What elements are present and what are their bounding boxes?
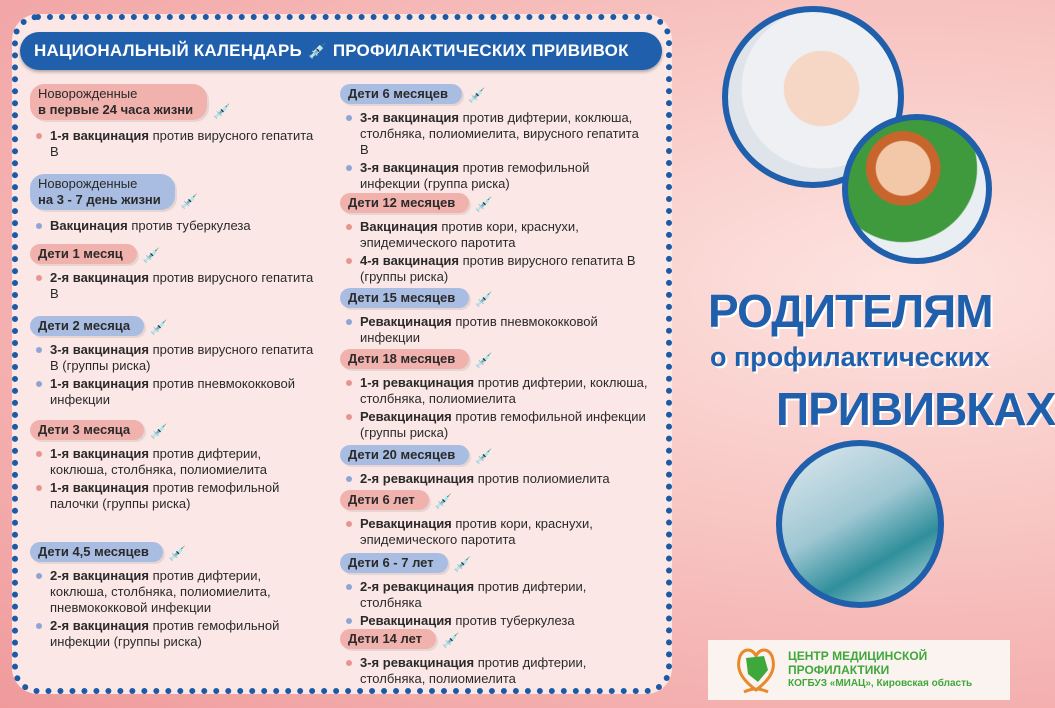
vaccination-type: 2-я вакцинация [50,618,149,633]
age-label-pill [30,420,144,440]
syringe-icon: 💉 [168,544,187,561]
syringe-icon: 💉 [442,631,460,648]
vaccination-type: 2-я вакцинация [50,270,149,285]
organization-logo [708,640,1010,700]
vaccination-desc: против дифтерии, коклюша, столбняка, полиомиелита [50,446,267,477]
vaccination-desc: против гемофильной инфекции (группы риска) [360,409,646,440]
vaccination-desc: против полиомиелита [474,471,610,486]
vaccination-desc: против вирусного гепатита В [50,270,314,301]
vaccination-desc: против дифтерии, столбняка [360,579,587,610]
age-group [340,193,650,287]
age-label: Дети 1 месяц [38,246,123,261]
age-label-line1: Новорожденные [38,176,138,191]
vaccination-list [30,128,320,160]
vaccination-desc: против вирусного гепатита В [50,128,314,159]
age-label-pill [340,288,469,308]
age-group [340,445,650,489]
vaccination-type: Вакцинация [50,218,128,233]
age-label-pill [340,553,448,573]
vaccination-type: 1-я вакцинация [50,480,149,495]
age-label: Дети 15 месяцев [348,290,456,305]
syringe-icon: 💉 [475,351,493,368]
logo-line3: КОГБУЗ «МИАЦ», Кировская область [788,678,973,689]
syringe-icon: 💉 [475,447,493,464]
vaccination-list [340,579,650,629]
vaccination-list [30,568,320,650]
vaccination-desc: против дифтерии, коклюша, столбняка, полиомиелита, пневмококковой инфекции [50,568,271,615]
title-line1: РОДИТЕЛЯМ [708,285,993,337]
vaccination-desc: против пневмококковой инфекции [50,376,295,407]
vaccination-desc: против кори, краснухи, эпидемического паротита [360,516,593,547]
vaccination-item [30,270,320,302]
vaccination-list [340,471,650,487]
vaccination-desc: против пневмококковой инфекции [360,314,598,345]
syringe-icon: 💉 [213,102,231,119]
vaccination-item [30,342,320,374]
title-line2: о профилактических [710,342,990,372]
syringe-icon: 💉 [307,43,327,60]
age-group [340,490,650,550]
age-label-pill [30,244,137,264]
vaccination-list [340,110,650,192]
vaccination-desc: против гемофильной палочки (группы риска) [50,480,280,511]
header-title-right: ПРОФИЛАКТИЧЕСКИХ ПРИВИВОК [332,41,629,60]
vaccination-list [340,375,650,441]
age-group [340,553,650,631]
vaccination-type: Вакцинация [360,219,438,234]
vaccination-list [30,270,320,302]
title-line3: ПРИВИВКАХ [776,383,1055,435]
age-label-pill [340,629,436,649]
vaccination-type: Ревакцинация [360,516,452,531]
age-label: Дети 2 месяца [38,318,131,333]
age-label: Дети 14 лет [348,631,423,646]
vaccination-list [30,446,320,512]
age-label-pill [30,84,207,120]
age-label: Дети 6 - 7 лет [348,555,434,570]
vaccination-list [30,218,320,234]
vaccination-type: Ревакцинация [360,409,452,424]
vaccination-item [340,110,650,158]
vaccination-type: 1-я вакцинация [50,128,149,143]
vaccination-item [340,579,650,611]
age-label-pill [340,349,469,369]
logo-line2: ПРОФИЛАКТИКИ [788,663,890,677]
vaccination-item [340,655,650,687]
vaccination-type: 1-я вакцинация [50,376,149,391]
vaccination-item [340,253,650,285]
syringe-photo [776,440,944,608]
age-label: Дети 12 месяцев [348,195,456,210]
age-group [340,288,650,348]
vaccination-desc: против кори, краснухи, эпидемического паротита [360,219,579,250]
age-label-pill [340,445,469,465]
age-group [340,84,650,194]
vaccination-item [340,314,650,346]
vaccination-item [340,219,650,251]
vaccination-type: 2-я ревакцинация [360,471,475,486]
vaccination-item [340,160,650,192]
age-group [30,542,320,652]
vaccination-desc: против туберкулеза [451,613,575,628]
age-group [30,244,320,304]
age-label: в первые 24 часа жизни [38,102,194,117]
age-group [30,420,320,514]
vaccination-type: 1-я вакцинация [50,446,149,461]
age-label: Дети 20 месяцев [348,447,456,462]
vaccination-list [340,314,650,346]
age-group [30,84,320,162]
vaccination-type: Ревакцинация [360,613,452,628]
vaccination-item [30,568,320,616]
age-label: Дети 6 лет [348,492,415,507]
vaccination-type: 3-я вакцинация [360,160,459,175]
vaccination-desc: против вирусного гепатита В (группы риска) [50,342,314,373]
vaccination-item [30,218,320,234]
syringe-icon: 💉 [475,290,493,307]
vaccination-desc: против дифтерии, столбняка, полиомиелита [360,655,587,686]
vaccination-item [30,446,320,478]
age-label: Дети 18 месяцев [348,351,456,366]
logo-line1: ЦЕНТР МЕДИЦИНСКОЙ [788,649,928,663]
vaccination-item [340,471,650,487]
syringe-icon: 💉 [150,422,168,439]
vaccination-desc: против вирусного гепатита В (группы риска) [360,253,636,284]
vaccination-list [340,516,650,548]
age-label: на 3 - 7 день жизни [38,192,161,207]
vaccination-type: 3-я вакцинация [360,110,459,125]
boy-photo [842,114,992,264]
calendar-header [20,32,662,70]
vaccination-item [340,375,650,407]
vaccination-type: 3-я ревакцинация [360,655,475,670]
syringe-icon: 💉 [180,192,199,209]
vaccination-type: Ревакцинация [360,314,452,329]
age-label-pill [340,193,469,213]
syringe-icon: 💉 [453,555,472,572]
vaccination-type: 3-я вакцинация [50,342,149,357]
vaccination-type: 2-я ревакцинация [360,579,475,594]
syringe-icon: 💉 [434,492,453,509]
vaccination-desc: против гемофильной инфекции (группы риска) [50,618,280,649]
age-label-pill [30,174,175,210]
vaccination-desc: против дифтерии, коклюша, столбняка, полиомиелита [360,375,648,406]
vaccination-type: 2-я вакцинация [50,568,149,583]
age-label-pill [340,490,429,510]
age-group [340,629,650,689]
vaccination-list [340,655,650,687]
header-title-left: НАЦИОНАЛЬНЫЙ КАЛЕНДАРЬ [34,41,302,60]
heart-map-logo-icon [736,644,776,696]
vaccination-type: 4-я вакцинация [360,253,459,268]
syringe-icon: 💉 [468,86,486,103]
age-group [340,349,650,443]
age-label-pill [30,316,144,336]
vaccination-type: 1-я ревакцинация [360,375,475,390]
vaccination-list [30,342,320,408]
vaccination-item [340,613,650,629]
vaccination-list [340,219,650,285]
vaccination-item [30,618,320,650]
vaccination-item [340,516,650,548]
age-label: Дети 6 месяцев [348,86,448,101]
age-label: Дети 4,5 месяцев [38,544,149,559]
syringe-icon: 💉 [475,195,493,212]
vaccination-item [30,480,320,512]
age-group [30,316,320,410]
age-label-pill [30,542,163,562]
syringe-icon: 💉 [150,318,168,335]
vaccination-desc: против гемофильной инфекции (группа риска) [360,160,590,191]
vaccination-desc: против дифтерии, коклюша, столбняка, полиомиелита, вирусного гепатита В [360,110,639,157]
vaccination-item [30,376,320,408]
age-label-pill [340,84,462,104]
syringe-icon: 💉 [142,246,161,263]
age-label: Дети 3 месяца [38,422,131,437]
vaccination-desc: против туберкулеза [127,218,251,233]
vaccination-item [30,128,320,160]
age-group [30,174,320,236]
vaccination-item [340,409,650,441]
age-label-line1: Новорожденные [38,86,138,101]
